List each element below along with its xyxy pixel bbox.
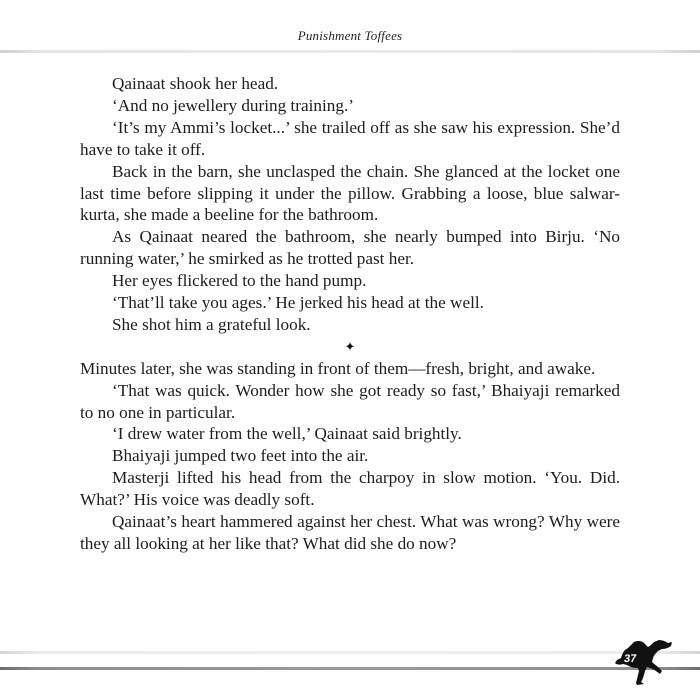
paragraph: ‘That’ll take you ages.’ He jerked his head at the well.	[112, 293, 484, 313]
paragraph: Qainaat shook her head.	[112, 74, 279, 93]
paragraph: Qainaat’s heart hammered against her chest. What was wrong? Why were they all looking at her like that? What did she do now?	[80, 512, 620, 554]
paragraph: Masterji lifted his head from the charpoy in slow motion. ‘You. Did. What?’ His voice was deadly soft.	[80, 468, 620, 510]
body-text	[80, 73, 620, 555]
paragraph: ‘I drew water from the well,’ Qainaat said brightly.	[112, 424, 462, 444]
header-divider	[0, 50, 700, 53]
paragraph: Bhaiyaji jumped two feet into the air.	[112, 446, 369, 466]
running-title: Punishment Toffees	[297, 28, 403, 43]
running-figure-silhouette-icon	[612, 638, 674, 686]
paragraph: Minutes later, she was standing in front of them—fresh, bright, and awake.	[80, 358, 596, 378]
paragraph: ‘It’s my Ammi’s locket...’ she trailed off as she saw his expression. She’d have to take it off.	[80, 117, 620, 159]
paragraph: ‘And no jewellery during training.’	[112, 95, 354, 115]
footer-divider-dark	[0, 667, 700, 670]
footer-divider-light	[0, 651, 700, 654]
paragraph: Her eyes flickered to the hand pump.	[112, 271, 367, 291]
page-number-badge	[612, 638, 674, 686]
paragraph: As Qainaat neared the bathroom, she nearly bumped into Birju. ‘No running water,’ he smirked as he trotted past her.	[80, 227, 620, 269]
paragraph: She shot him a grateful look.	[112, 314, 311, 334]
page-number: 37	[623, 653, 638, 665]
section-break	[80, 336, 620, 358]
paragraph: Back in the barn, she unclasped the chain. She glanced at the locket one last time before slipping it under the pillow. Grabbing a loose, blue salwar-kurta, she made a beeline for the bathroom.	[80, 161, 620, 225]
paragraph: ‘That was quick. Wonder how she got ready so fast,’ Bhaiyaji remarked to no one in particular.	[80, 380, 620, 422]
four-point-star-icon: ✦	[344, 338, 356, 354]
